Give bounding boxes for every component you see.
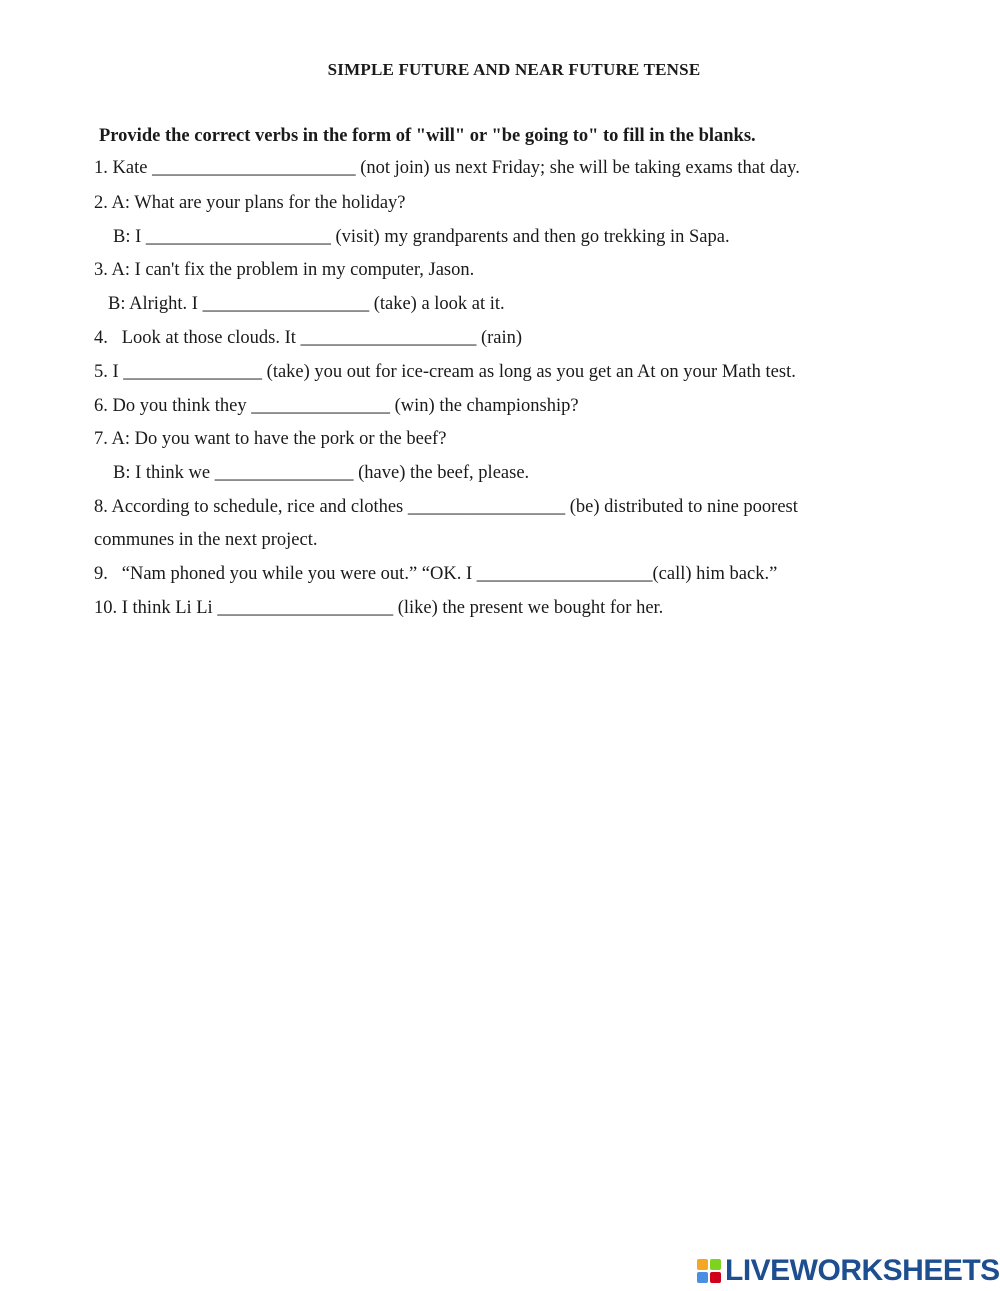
exercise-line — [94, 396, 579, 417]
answer-blank[interactable]: _______________ — [251, 396, 390, 416]
exercise-text: 1. Kate — [94, 158, 153, 178]
exercise-line — [108, 294, 505, 315]
exercise-line — [94, 362, 796, 383]
answer-blank[interactable]: __________________ — [202, 294, 370, 314]
exercise-text: 7. A: Do you want to have the pork or the beef? — [94, 429, 447, 449]
exercise-line — [113, 463, 529, 484]
exercise-text: (take) you out for ice-cream as long as you get an At on your Math test. — [262, 362, 796, 382]
worksheet-title: SIMPLE FUTURE AND NEAR FUTURE TENSE — [327, 60, 701, 79]
exercise-text: (take) a look at it. — [369, 294, 505, 314]
answer-blank[interactable]: _______________ — [123, 362, 263, 382]
exercise-text: 10. I think Li Li — [94, 598, 218, 618]
exercise-text: (win) the championship? — [390, 396, 579, 416]
exercise-text: 4. Look at those clouds. It — [94, 328, 301, 348]
exercise-line — [94, 497, 798, 518]
exercise-line — [94, 193, 406, 214]
instructions-text: Provide the correct verbs in the form of "will" or "be going to" to fill in the blanks. — [99, 126, 756, 146]
logo-text: LIVEWORKSHEETS — [725, 1254, 1000, 1287]
exercise-line — [94, 564, 777, 585]
exercise-text: communes in the next project. — [94, 530, 318, 550]
exercise-text: B: I — [113, 227, 146, 247]
exercise-text: (not join) us next Friday; she will be taking exams that day. — [355, 158, 800, 178]
answer-blank[interactable]: ____________________ — [145, 227, 331, 247]
exercise-text: (visit) my grandparents and then go trekking in Sapa. — [330, 227, 730, 247]
exercise-line — [94, 260, 474, 281]
exercise-line — [113, 227, 730, 248]
exercise-line — [94, 328, 522, 349]
answer-blank[interactable]: ___________________ — [217, 598, 394, 618]
exercise-text: 2. A: What are your plans for the holiday? — [94, 193, 406, 213]
liveworksheets-logo — [697, 1256, 1000, 1286]
exercise-text: (be) distributed to nine poorest — [565, 497, 798, 517]
exercise-text: (rain) — [476, 328, 523, 348]
exercise-line — [94, 158, 800, 179]
exercise-text: 3. A: I can't fix the problem in my computer, Jason. — [94, 260, 475, 280]
exercise-text: B: I think we — [113, 463, 215, 483]
exercise-text: 9. “Nam phoned you while you were out.” “OK. I — [94, 564, 477, 584]
exercise-text: (call) him back.” — [652, 564, 778, 584]
logo-mark-icon — [697, 1259, 721, 1283]
answer-blank[interactable]: ___________________ — [476, 564, 653, 584]
answer-blank[interactable]: _________________ — [407, 497, 566, 517]
exercise-line — [94, 429, 446, 450]
answer-blank[interactable]: ___________________ — [300, 328, 477, 348]
exercise-text: 6. Do you think they — [94, 396, 252, 416]
exercise-line — [94, 530, 317, 551]
answer-blank[interactable]: _______________ — [214, 463, 354, 483]
exercise-text: (like) the present we bought for her. — [393, 598, 664, 618]
exercise-text: 5. I — [94, 362, 124, 382]
answer-blank[interactable]: ______________________ — [152, 158, 356, 178]
exercise-text: (have) the beef, please. — [353, 463, 530, 483]
exercise-line — [94, 598, 663, 619]
exercise-text: 8. According to schedule, rice and clothes — [94, 497, 408, 517]
exercise-text: B: Alright. I — [108, 294, 203, 314]
